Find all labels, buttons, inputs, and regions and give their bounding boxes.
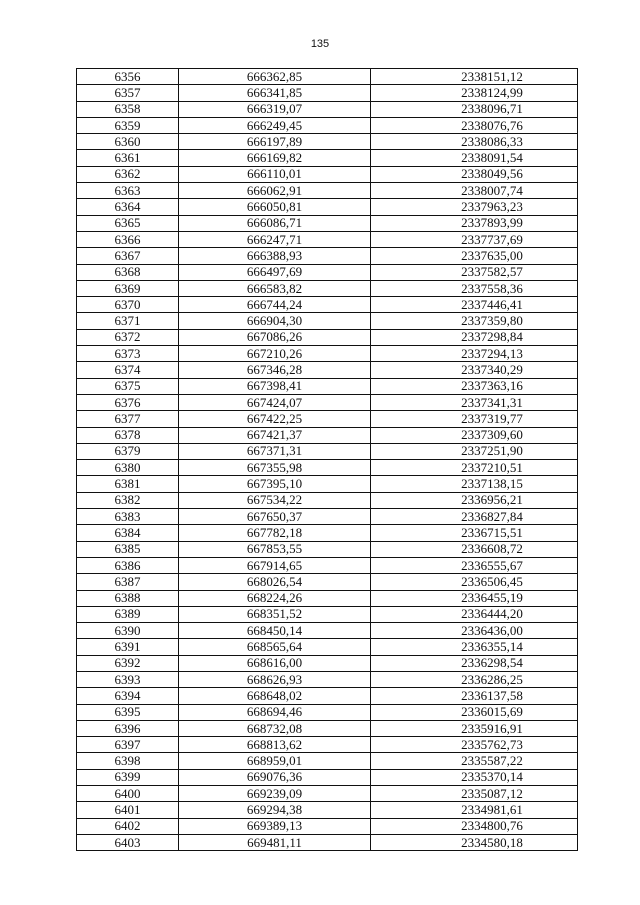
point-number-cell: 6380	[77, 460, 179, 476]
x-coordinate-cell: 667650,37	[179, 509, 371, 525]
y-coordinate-value: 2338151,12	[461, 68, 523, 84]
table-row	[77, 492, 578, 508]
y-coordinate-value: 2337635,00	[461, 247, 523, 263]
table-row	[77, 443, 578, 459]
table-row	[77, 280, 578, 296]
point-number-cell: 6375	[77, 378, 179, 394]
point-number-cell: 6373	[77, 346, 179, 362]
table-row	[77, 639, 578, 655]
x-coordinate-cell: 669294,38	[179, 802, 371, 818]
point-number-cell: 6390	[77, 623, 179, 639]
table-row	[77, 655, 578, 671]
y-coordinate-cell	[371, 574, 578, 590]
point-number-cell: 6360	[77, 134, 179, 150]
y-coordinate-cell	[371, 737, 578, 753]
table-row	[77, 671, 578, 687]
y-coordinate-value: 2337737,69	[461, 231, 523, 247]
table-row	[77, 394, 578, 410]
x-coordinate-cell: 668351,52	[179, 606, 371, 622]
y-coordinate-cell	[371, 362, 578, 378]
y-coordinate-value: 2337363,16	[461, 378, 523, 394]
y-coordinate-value: 2336956,21	[461, 492, 523, 508]
y-coordinate-cell	[371, 117, 578, 133]
x-coordinate-cell: 666086,71	[179, 215, 371, 231]
x-coordinate-cell: 669481,11	[179, 834, 371, 850]
y-coordinate-cell	[371, 818, 578, 834]
x-coordinate-cell: 666319,07	[179, 101, 371, 117]
x-coordinate-cell: 667395,10	[179, 476, 371, 492]
point-number-cell: 6402	[77, 818, 179, 834]
y-coordinate-value: 2338007,74	[461, 182, 523, 198]
x-coordinate-cell: 666362,85	[179, 69, 371, 85]
x-coordinate-cell: 666110,01	[179, 166, 371, 182]
table-row	[77, 574, 578, 590]
y-coordinate-cell	[371, 85, 578, 101]
y-coordinate-value: 2336355,14	[461, 639, 523, 655]
table-row	[77, 248, 578, 264]
y-coordinate-cell	[371, 427, 578, 443]
y-coordinate-cell	[371, 704, 578, 720]
y-coordinate-value: 2336137,58	[461, 687, 523, 703]
y-coordinate-cell	[371, 378, 578, 394]
table-row	[77, 85, 578, 101]
x-coordinate-cell: 667914,65	[179, 557, 371, 573]
table-row	[77, 802, 578, 818]
y-coordinate-cell	[371, 639, 578, 655]
y-coordinate-cell	[371, 509, 578, 525]
coordinates-table-body	[77, 69, 578, 851]
x-coordinate-cell: 668565,64	[179, 639, 371, 655]
table-row	[77, 541, 578, 557]
y-coordinate-cell	[371, 541, 578, 557]
y-coordinate-value: 2337340,29	[461, 361, 523, 377]
table-row	[77, 834, 578, 850]
x-coordinate-cell: 667424,07	[179, 394, 371, 410]
y-coordinate-cell	[371, 150, 578, 166]
x-coordinate-cell: 666388,93	[179, 248, 371, 264]
table-row	[77, 753, 578, 769]
point-number-cell: 6379	[77, 443, 179, 459]
x-coordinate-cell: 668626,93	[179, 671, 371, 687]
x-coordinate-cell: 668813,62	[179, 737, 371, 753]
y-coordinate-cell	[371, 183, 578, 199]
table-row	[77, 786, 578, 802]
table-row	[77, 183, 578, 199]
y-coordinate-value: 2337319,77	[461, 410, 523, 426]
x-coordinate-cell: 667355,98	[179, 460, 371, 476]
y-coordinate-cell	[371, 101, 578, 117]
x-coordinate-cell: 669076,36	[179, 769, 371, 785]
point-number-cell: 6382	[77, 492, 179, 508]
table-row	[77, 737, 578, 753]
page-number: 135	[310, 38, 330, 50]
y-coordinate-value: 2335370,14	[461, 769, 523, 785]
y-coordinate-value: 2336827,84	[461, 508, 523, 524]
y-coordinate-cell	[371, 460, 578, 476]
y-coordinate-cell	[371, 476, 578, 492]
point-number-cell: 6359	[77, 117, 179, 133]
y-coordinate-cell	[371, 671, 578, 687]
y-coordinate-value: 2337298,84	[461, 329, 523, 345]
y-coordinate-value: 2336555,67	[461, 557, 523, 573]
table-row	[77, 460, 578, 476]
table-row	[77, 704, 578, 720]
point-number-cell: 6398	[77, 753, 179, 769]
y-coordinate-value: 2338049,56	[461, 166, 523, 182]
y-coordinate-value: 2336436,00	[461, 622, 523, 638]
table-row	[77, 818, 578, 834]
y-coordinate-cell	[371, 720, 578, 736]
x-coordinate-cell: 668648,02	[179, 688, 371, 704]
coordinates-table	[76, 68, 578, 851]
x-coordinate-cell: 666744,24	[179, 297, 371, 313]
point-number-cell: 6368	[77, 264, 179, 280]
table-row	[77, 362, 578, 378]
y-coordinate-value: 2338076,76	[461, 117, 523, 133]
point-number-cell: 6377	[77, 411, 179, 427]
y-coordinate-value: 2336506,45	[461, 573, 523, 589]
table-row	[77, 166, 578, 182]
y-coordinate-cell	[371, 264, 578, 280]
y-coordinate-cell	[371, 231, 578, 247]
y-coordinate-value: 2337893,99	[461, 215, 523, 231]
point-number-cell: 6376	[77, 394, 179, 410]
point-number-cell: 6387	[77, 574, 179, 590]
point-number-cell: 6399	[77, 769, 179, 785]
table-row	[77, 769, 578, 785]
point-number-cell: 6357	[77, 85, 179, 101]
point-number-cell: 6396	[77, 720, 179, 736]
table-row	[77, 411, 578, 427]
y-coordinate-value: 2337558,36	[461, 280, 523, 296]
y-coordinate-value: 2336015,69	[461, 704, 523, 720]
table-row	[77, 378, 578, 394]
point-number-cell: 6356	[77, 69, 179, 85]
x-coordinate-cell: 666062,91	[179, 183, 371, 199]
x-coordinate-cell: 668694,46	[179, 704, 371, 720]
y-coordinate-cell	[371, 492, 578, 508]
x-coordinate-cell: 667346,28	[179, 362, 371, 378]
point-number-cell: 6384	[77, 525, 179, 541]
y-coordinate-value: 2337582,57	[461, 264, 523, 280]
table-row	[77, 231, 578, 247]
y-coordinate-value: 2335587,22	[461, 753, 523, 769]
y-coordinate-cell	[371, 69, 578, 85]
x-coordinate-cell: 668224,26	[179, 590, 371, 606]
table-row	[77, 525, 578, 541]
x-coordinate-cell: 668026,54	[179, 574, 371, 590]
y-coordinate-cell	[371, 443, 578, 459]
table-row	[77, 346, 578, 362]
x-coordinate-cell: 669389,13	[179, 818, 371, 834]
x-coordinate-cell: 667782,18	[179, 525, 371, 541]
y-coordinate-value: 2336455,19	[461, 590, 523, 606]
point-number-cell: 6394	[77, 688, 179, 704]
x-coordinate-cell: 666583,82	[179, 280, 371, 296]
y-coordinate-value: 2337963,23	[461, 199, 523, 215]
x-coordinate-cell: 667210,26	[179, 346, 371, 362]
y-coordinate-value: 2336444,20	[461, 606, 523, 622]
point-number-cell: 6361	[77, 150, 179, 166]
table-row	[77, 720, 578, 736]
table-row	[77, 509, 578, 525]
y-coordinate-cell	[371, 557, 578, 573]
y-coordinate-cell	[371, 688, 578, 704]
point-number-cell: 6363	[77, 183, 179, 199]
y-coordinate-value: 2338091,54	[461, 150, 523, 166]
y-coordinate-cell	[371, 134, 578, 150]
x-coordinate-cell: 667534,22	[179, 492, 371, 508]
x-coordinate-cell: 667421,37	[179, 427, 371, 443]
y-coordinate-value: 2334580,18	[461, 834, 523, 850]
point-number-cell: 6395	[77, 704, 179, 720]
point-number-cell: 6374	[77, 362, 179, 378]
point-number-cell: 6401	[77, 802, 179, 818]
point-number-cell: 6362	[77, 166, 179, 182]
y-coordinate-value: 2337359,80	[461, 313, 523, 329]
y-coordinate-cell	[371, 199, 578, 215]
point-number-cell: 6393	[77, 671, 179, 687]
y-coordinate-value: 2337446,41	[461, 296, 523, 312]
x-coordinate-cell: 667422,25	[179, 411, 371, 427]
point-number-cell: 6397	[77, 737, 179, 753]
point-number-cell: 6385	[77, 541, 179, 557]
y-coordinate-value: 2337341,31	[461, 394, 523, 410]
y-coordinate-value: 2337309,60	[461, 427, 523, 443]
y-coordinate-value: 2335916,91	[461, 720, 523, 736]
table-row	[77, 215, 578, 231]
y-coordinate-cell	[371, 802, 578, 818]
y-coordinate-cell	[371, 166, 578, 182]
y-coordinate-value: 2338096,71	[461, 101, 523, 117]
table-row	[77, 590, 578, 606]
point-number-cell: 6388	[77, 590, 179, 606]
point-number-cell: 6400	[77, 786, 179, 802]
table-row	[77, 117, 578, 133]
y-coordinate-cell	[371, 623, 578, 639]
table-row	[77, 199, 578, 215]
y-coordinate-value: 2338124,99	[461, 84, 523, 100]
x-coordinate-cell: 667086,26	[179, 329, 371, 345]
point-number-cell: 6369	[77, 280, 179, 296]
point-number-cell: 6383	[77, 509, 179, 525]
y-coordinate-cell	[371, 313, 578, 329]
point-number-cell: 6386	[77, 557, 179, 573]
x-coordinate-cell: 667398,41	[179, 378, 371, 394]
x-coordinate-cell: 666497,69	[179, 264, 371, 280]
y-coordinate-cell	[371, 215, 578, 231]
table-row	[77, 688, 578, 704]
x-coordinate-cell: 668616,00	[179, 655, 371, 671]
x-coordinate-cell: 668959,01	[179, 753, 371, 769]
y-coordinate-value: 2336298,54	[461, 655, 523, 671]
x-coordinate-cell: 666249,45	[179, 117, 371, 133]
table-row	[77, 69, 578, 85]
y-coordinate-cell	[371, 769, 578, 785]
x-coordinate-cell: 669239,09	[179, 786, 371, 802]
point-number-cell: 6371	[77, 313, 179, 329]
point-number-cell: 6358	[77, 101, 179, 117]
x-coordinate-cell: 666050,81	[179, 199, 371, 215]
point-number-cell: 6370	[77, 297, 179, 313]
y-coordinate-cell	[371, 280, 578, 296]
table-row	[77, 606, 578, 622]
table-row	[77, 101, 578, 117]
y-coordinate-value: 2337294,13	[461, 345, 523, 361]
y-coordinate-value: 2337138,15	[461, 476, 523, 492]
table-row	[77, 557, 578, 573]
y-coordinate-cell	[371, 590, 578, 606]
x-coordinate-cell: 666904,30	[179, 313, 371, 329]
y-coordinate-value: 2336608,72	[461, 541, 523, 557]
y-coordinate-value: 2336286,25	[461, 671, 523, 687]
point-number-cell: 6391	[77, 639, 179, 655]
table-row	[77, 297, 578, 313]
y-coordinate-value: 2335762,73	[461, 736, 523, 752]
y-coordinate-value: 2334800,76	[461, 818, 523, 834]
y-coordinate-cell	[371, 394, 578, 410]
x-coordinate-cell: 666341,85	[179, 85, 371, 101]
table-row	[77, 623, 578, 639]
y-coordinate-value: 2335087,12	[461, 785, 523, 801]
y-coordinate-value: 2336715,51	[461, 524, 523, 540]
y-coordinate-cell	[371, 606, 578, 622]
x-coordinate-cell: 668732,08	[179, 720, 371, 736]
y-coordinate-cell	[371, 655, 578, 671]
table-row	[77, 313, 578, 329]
point-number-cell: 6403	[77, 834, 179, 850]
x-coordinate-cell: 667853,55	[179, 541, 371, 557]
x-coordinate-cell: 666247,71	[179, 231, 371, 247]
y-coordinate-cell	[371, 248, 578, 264]
y-coordinate-cell	[371, 346, 578, 362]
point-number-cell: 6364	[77, 199, 179, 215]
table-row	[77, 150, 578, 166]
x-coordinate-cell: 668450,14	[179, 623, 371, 639]
y-coordinate-cell	[371, 525, 578, 541]
table-row	[77, 134, 578, 150]
point-number-cell: 6389	[77, 606, 179, 622]
y-coordinate-cell	[371, 329, 578, 345]
y-coordinate-cell	[371, 786, 578, 802]
y-coordinate-value: 2337251,90	[461, 443, 523, 459]
x-coordinate-cell: 666197,89	[179, 134, 371, 150]
y-coordinate-value: 2337210,51	[461, 459, 523, 475]
point-number-cell: 6381	[77, 476, 179, 492]
y-coordinate-value: 2338086,33	[461, 133, 523, 149]
table-row	[77, 329, 578, 345]
point-number-cell: 6366	[77, 231, 179, 247]
point-number-cell: 6378	[77, 427, 179, 443]
table-row	[77, 427, 578, 443]
y-coordinate-cell	[371, 834, 578, 850]
point-number-cell: 6367	[77, 248, 179, 264]
point-number-cell: 6372	[77, 329, 179, 345]
table-row	[77, 264, 578, 280]
x-coordinate-cell: 666169,82	[179, 150, 371, 166]
y-coordinate-cell	[371, 411, 578, 427]
y-coordinate-value: 2334981,61	[461, 802, 523, 817]
point-number-cell: 6365	[77, 215, 179, 231]
y-coordinate-cell	[371, 753, 578, 769]
x-coordinate-cell: 667371,31	[179, 443, 371, 459]
table-row	[77, 476, 578, 492]
y-coordinate-cell	[371, 297, 578, 313]
point-number-cell: 6392	[77, 655, 179, 671]
